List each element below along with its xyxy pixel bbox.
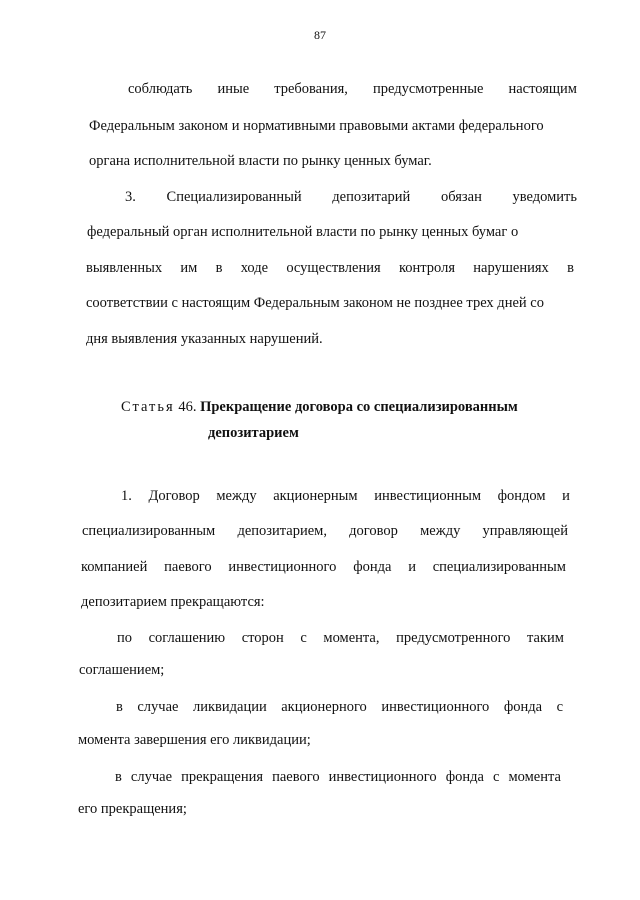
article-title: Прекращение договора со специализированным <box>200 399 518 415</box>
word: депозитарием, <box>237 523 327 539</box>
word: момента <box>508 769 561 785</box>
para1-line3: органа исполнительной власти по рынку ценных бумаг. <box>89 153 432 169</box>
word: иные <box>217 81 250 97</box>
word: момента, <box>323 630 380 646</box>
item2-line2: момента завершения его ликвидации; <box>78 732 311 748</box>
page-number: 87 <box>314 28 326 42</box>
word: сторон <box>241 630 284 646</box>
word: в <box>115 769 122 785</box>
word: компанией <box>81 559 148 575</box>
para2-line4: соответствии с настоящим Федеральным законом не позднее трех дней со <box>86 295 544 311</box>
word: в <box>567 260 574 276</box>
word: Договор <box>148 488 200 504</box>
word: паевого <box>272 769 320 785</box>
word: случае <box>130 769 173 785</box>
word: специализированным <box>82 523 216 539</box>
word: фондом <box>497 488 546 504</box>
word: паевого <box>164 559 212 575</box>
article-label: Статья <box>121 399 175 415</box>
word: акционерного <box>281 699 367 715</box>
word: и <box>408 559 416 575</box>
para3-line1 <box>121 487 570 505</box>
word: фонда <box>445 769 484 785</box>
word: нарушениях <box>473 260 549 276</box>
article-number: 46. <box>178 399 197 415</box>
word: по <box>117 630 133 646</box>
article-heading-line2: депозитарием <box>208 425 299 441</box>
word: специализированным <box>432 559 566 575</box>
word: между <box>216 488 257 504</box>
para3-line4: депозитарием прекращаются: <box>81 594 265 610</box>
word: требования, <box>274 81 348 97</box>
word: соблюдать <box>128 81 193 97</box>
para3-line2 <box>82 522 568 540</box>
word: прекращения <box>181 769 264 785</box>
word: фонда <box>353 559 392 575</box>
word: таким <box>527 630 564 646</box>
item1-line1 <box>117 629 564 647</box>
word: ликвидации <box>192 699 267 715</box>
word: и <box>562 488 570 504</box>
item2-line1 <box>116 698 563 716</box>
word: с <box>300 630 307 646</box>
word: фонда <box>503 699 543 715</box>
word: инвестиционного <box>328 769 437 785</box>
word: 1. <box>121 488 132 504</box>
word: в <box>215 260 223 276</box>
word: с <box>492 769 500 785</box>
word: случае <box>137 699 179 715</box>
para2-line1 <box>125 188 577 206</box>
para1-line1 <box>128 80 577 98</box>
para2-line5: дня выявления указанных нарушений. <box>86 331 323 347</box>
word: обязан <box>440 189 482 205</box>
word: ходе <box>240 260 269 276</box>
word: 3. <box>125 189 136 205</box>
word: в <box>116 699 123 715</box>
article-heading-line1 <box>121 398 518 416</box>
word: инвестиционным <box>374 488 482 504</box>
word: инвестиционного <box>381 699 490 715</box>
word: выявленных <box>86 260 163 276</box>
word: между <box>420 523 461 539</box>
word: с <box>556 699 563 715</box>
para2-line2: федеральный орган исполнительной власти по рынку ценных бумаг о <box>87 224 519 240</box>
word: инвестиционного <box>228 559 337 575</box>
item3-line2: его прекращения; <box>78 801 187 817</box>
word: уведомить <box>512 189 577 205</box>
word: осуществления <box>286 260 381 276</box>
para1-line2: Федеральным законом и нормативными правовыми актами федерального <box>89 118 544 134</box>
word: предусмотренные <box>372 81 484 97</box>
word: им <box>180 260 198 276</box>
word: предусмотренного <box>396 630 511 646</box>
item3-line1 <box>115 768 561 786</box>
word: контроля <box>398 260 455 276</box>
word: депозитарий <box>332 189 411 205</box>
para2-line3 <box>86 259 574 277</box>
word: договор <box>349 523 398 539</box>
word: настоящим <box>508 81 577 97</box>
item1-line2: соглашением; <box>79 662 165 678</box>
word: акционерным <box>273 488 358 504</box>
word: управляющей <box>482 523 568 539</box>
para3-line3 <box>81 558 566 576</box>
word: Специализированный <box>166 189 302 205</box>
word: соглашению <box>148 630 226 646</box>
